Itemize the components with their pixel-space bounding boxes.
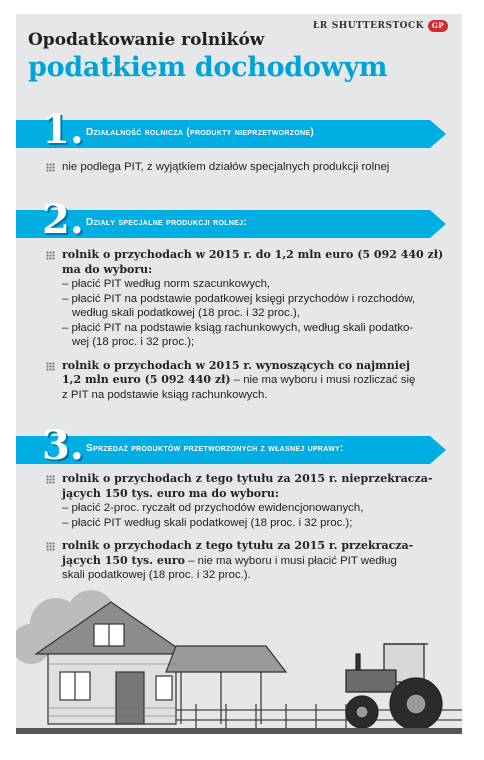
section-2-body: rolnik o przychodach w 2015 r. do 1,2 mln euro (5 092 440 zł) ma do wyboru: – płacić PIT według norm szacunkowych, – płacić PIT na podstawie podatkowej księgi przychodów i rozchodów, według skali podatkowej (18 proc. i 32 proc.), – płacić PIT na podstawie ksiąg rachunkowych, według skali podatko- wej (18 proc. i 32 proc.); rolnik o przychodach w 2015 r. wynoszących co najmniej 1,2 mln euro (5 092 440 zł) – nie ma wyboru i musi rozliczać się z PIT na podstawie ksiąg rachunkowych. bbox=[46, 248, 454, 402]
tractor-icon bbox=[346, 644, 442, 730]
section-3-banner bbox=[16, 422, 446, 469]
infographic-panel bbox=[16, 14, 462, 734]
section-3-item-2: rolnik o przychodach z tego tytułu za 2015 r. przekracza- jących 150 tys. euro – nie ma wyboru i musi płacić PIT według skali podatkowej (18 proc. i 32 proc.). bbox=[46, 539, 454, 583]
section-2-banner bbox=[16, 196, 446, 243]
title-line-1: Opodatkowanie rolników bbox=[28, 30, 265, 50]
section-1-item: nie podlega PIT, z wyjątkiem działów specjalnych produkcji rolnej bbox=[46, 160, 454, 175]
grid-bullet-icon bbox=[46, 475, 55, 484]
credit-text: SHUTTERSTOCK bbox=[331, 21, 424, 31]
section-2-item-1: rolnik o przychodach w 2015 r. do 1,2 mln euro (5 092 440 zł) ma do wyboru: bbox=[46, 248, 454, 277]
section-1-label: Działalność rolnicza (produkty nieprzetworzone) bbox=[86, 127, 315, 138]
grid-bullet-icon bbox=[46, 542, 55, 551]
section-1-number: 1. bbox=[42, 106, 84, 153]
section-2-item-2: rolnik o przychodach w 2015 r. wynoszących co najmniej 1,2 mln euro (5 092 440 zł) – nie ma wyboru i musi rozliczać się z PIT na podstawie ksiąg rachunkowych. bbox=[46, 359, 454, 403]
section-1-body bbox=[46, 160, 454, 175]
section-3-number: 3. bbox=[42, 422, 84, 469]
title-line-2: podatkiem dochodowym bbox=[28, 52, 388, 83]
section-3-body: rolnik o przychodach z tego tytułu za 2015 r. nieprzekracza- jących 150 tys. euro ma do wyboru: – płacić 2-proc. ryczałt od przychodów ewidencjonowanych, – płacić PIT według skali podatkowej (18 proc. i 32 proc.); rolnik o przychodach z tego tytułu za 2015 r. przekracza- jących 150 tys. euro – nie ma wyboru i musi płacić PIT według skali podatkowej (18 proc. i 32 proc.). bbox=[46, 472, 454, 583]
ground bbox=[16, 728, 462, 734]
credit-prefix: ŁR bbox=[312, 21, 328, 31]
publisher-logo: GP bbox=[428, 20, 448, 32]
section-1-banner bbox=[16, 106, 446, 153]
section-3-item-1: rolnik o przychodach z tego tytułu za 2015 r. nieprzekracza- jących 150 tys. euro ma do wyboru: bbox=[46, 472, 454, 501]
grid-bullet-icon bbox=[46, 362, 55, 371]
section-2-number: 2. bbox=[42, 196, 84, 243]
photo-credit bbox=[313, 20, 448, 32]
grid-bullet-icon bbox=[46, 251, 55, 260]
grid-bullet-icon bbox=[46, 163, 55, 172]
farm-illustration bbox=[16, 584, 462, 734]
section-2-label: Działy specjalne produkcji rolnej: bbox=[86, 217, 247, 228]
section-3-label: Sprzedaż produktów przetworzonych z własnej uprawy: bbox=[86, 443, 344, 454]
